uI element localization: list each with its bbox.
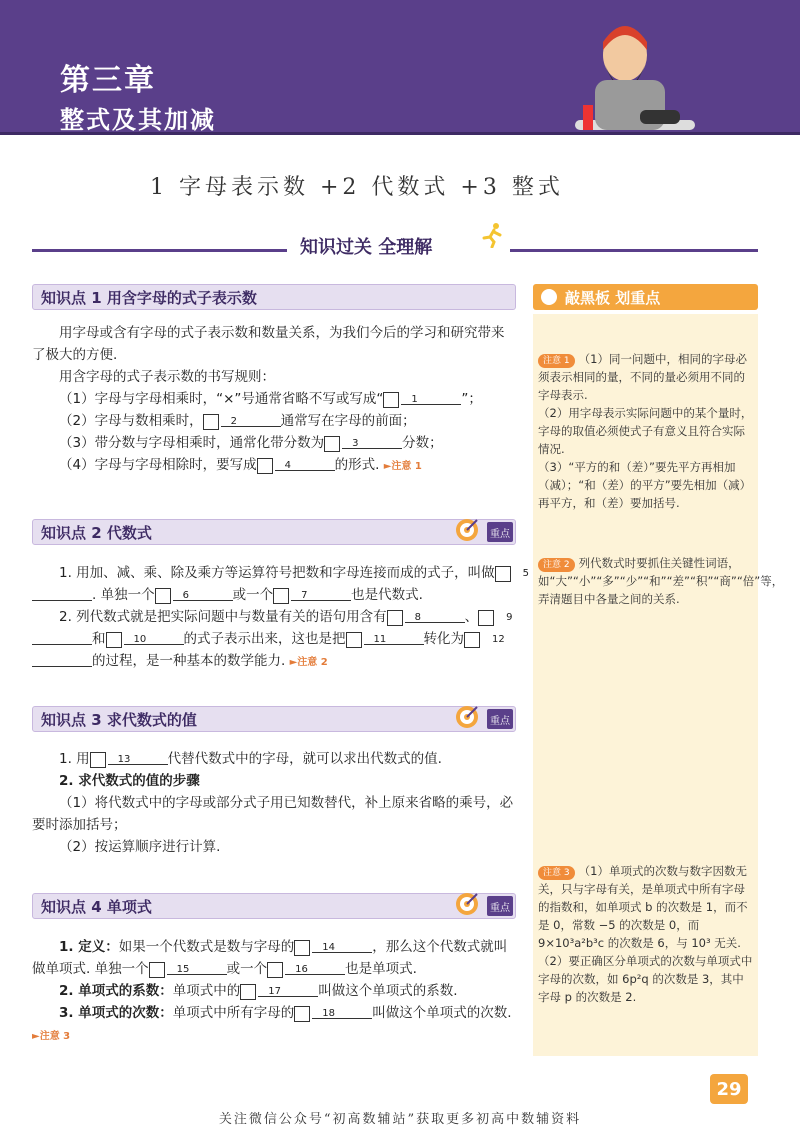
knowledge-point-4-header (32, 893, 516, 919)
kp4-definition: 1. 定义：如果一个代数式是数与字母的 14 ，那么这个代数式就叫做单项式. 单独一个 15 或一个 16 也是单项式. (32, 936, 514, 980)
note-tag-icon: 注意 1 (538, 354, 575, 368)
note-ref-2: ►注意 2 (289, 657, 328, 668)
kp2-line-1: 1. 用加、减、乘、除及乘方等运算符号把数和字母连接而成的式子，叫做 5. 单独一个 6 或一个 7 也是代数式. (32, 562, 514, 606)
kp4-body (32, 936, 514, 1048)
kp1-rule-2: （2）字母与数相乘时， 2 通常写在字母的前面； (32, 410, 514, 432)
kp3-step-1: （1）将代数式中的字母或部分式子用已知数替代，补上原来省略的乘号，必要时添加括号； (32, 795, 514, 833)
side-notes-header: 敲黑板 划重点 (533, 284, 758, 310)
header-bar-right (510, 249, 758, 252)
target-icon (453, 703, 481, 731)
footer-text: 关注微信公众号“初高数辅站”获取更多初高中数辅资料 (218, 1112, 582, 1127)
kp3-body (32, 748, 514, 858)
knowledge-point-2-header (32, 519, 516, 545)
kp3-steps-title: 2. 求代数式的值的步骤 (59, 773, 200, 789)
target-icon (453, 890, 481, 918)
note-tag-icon: 注意 3 (538, 866, 575, 880)
section-header: 知识过关 全理解 (300, 237, 433, 258)
header-bar-left (32, 249, 287, 252)
kp2-body (32, 562, 530, 674)
chapter-title: 第三章 (60, 63, 156, 98)
kp2-title: 知识点 2 代数式 (41, 523, 152, 542)
kp1-rules-title: 用含字母的式子表示数的书写规则： (59, 369, 275, 385)
key-badge: 重点 (487, 709, 513, 729)
kp1-body (32, 322, 514, 478)
key-badge: 重点 (487, 896, 513, 916)
kp3-title: 知识点 3 求代数式的值 (41, 710, 197, 729)
kp2-line-2: 2. 列代数式就是把实际问题中与数量有关的语句用含有 8 、 9和 10 的式子表示出来，这也是把 11 转化为 12的过程，是一种基本的数学能力. ►注意 2 (32, 606, 514, 674)
kp1-rule-3: （3）带分数与字母相乘时，通常化带分数为 3 分数； (32, 432, 514, 454)
side-note-1: 注意 1 （1）同一问题中，相同的字母必须表示相同的量，不同的量必须用不同的字母表示. （2）用字母表示实际问题中的某个量时，字母的取值必须使式子有意义且符合实际情况. （3）“平方的和（差）”要先平方再相加（减）；“和（差）的平方”要先相加（减）再平方，和（差）要加括号. (538, 352, 753, 510)
note-ref-3: ►注意 3 (32, 1031, 71, 1042)
knowledge-point-1-header (32, 284, 516, 310)
kp1-title: 知识点 1 用含字母的式子表示数 (41, 288, 257, 307)
side-note-2: 注意 2 列代数式时要抓住关键性词语，如“大”“小”“多”“少”“和”“差”“积”“商”“倍”等，弄清题目中各量之间的关系. (538, 556, 784, 606)
kp1-intro: 用字母或含有字母的式子表示数和数量关系，为我们今后的学习和研究带来了极大的方便. (32, 325, 505, 363)
kp4-coefficient: 2. 单项式的系数：单项式中的 17 叫做这个单项式的系数. (32, 980, 514, 1002)
section-title: 1 字母表示数 +2 代数式 +3 整式 (150, 175, 564, 200)
note-ref-1: ►注意 1 (383, 461, 422, 472)
page-number: 29 (710, 1074, 748, 1104)
note-tag-icon: 注意 2 (538, 558, 575, 572)
mascot-illustration (555, 10, 705, 160)
key-badge: 重点 (487, 522, 513, 542)
kp4-degree: 3. 单项式的次数：单项式中所有字母的 18 叫做这个单项式的次数. ►注意 3 (32, 1002, 514, 1048)
kp3-line-1: 1. 用 13 代替代数式中的字母，就可以求出代数式的值. (32, 748, 514, 770)
runner-icon (480, 222, 506, 248)
kp4-title: 知识点 4 单项式 (41, 897, 152, 916)
kp1-rule-1: （1）字母与字母相乘时，“×”号通常省略不写或写成“ 1 ”； (32, 388, 514, 410)
chapter-subtitle: 整式及其加减 (60, 106, 216, 134)
target-icon (453, 516, 481, 544)
kp3-step-2: （2）按运算顺序进行计算. (59, 839, 221, 855)
knowledge-point-3-header (32, 706, 516, 732)
kp1-rule-4: （4）字母与字母相除时，要写成 4 的形式. ►注意 1 (32, 454, 514, 478)
face-icon (541, 289, 557, 305)
side-note-3: 注意 3 （1）单项式的次数与数字因数无关，只与字母有关，是单项式中所有字母的指数和，如单项式 b 的次数是 1，而不是 0，常数 −5 的次数是 0，而 9×10³a²b³c 的次数是 6，与 10³ 无关. （2）要正确区分单项式的次数与单项式中字母的次数，如 6p²q 的次数是 3，其中字母 p 的次数是 2. (538, 864, 753, 1004)
